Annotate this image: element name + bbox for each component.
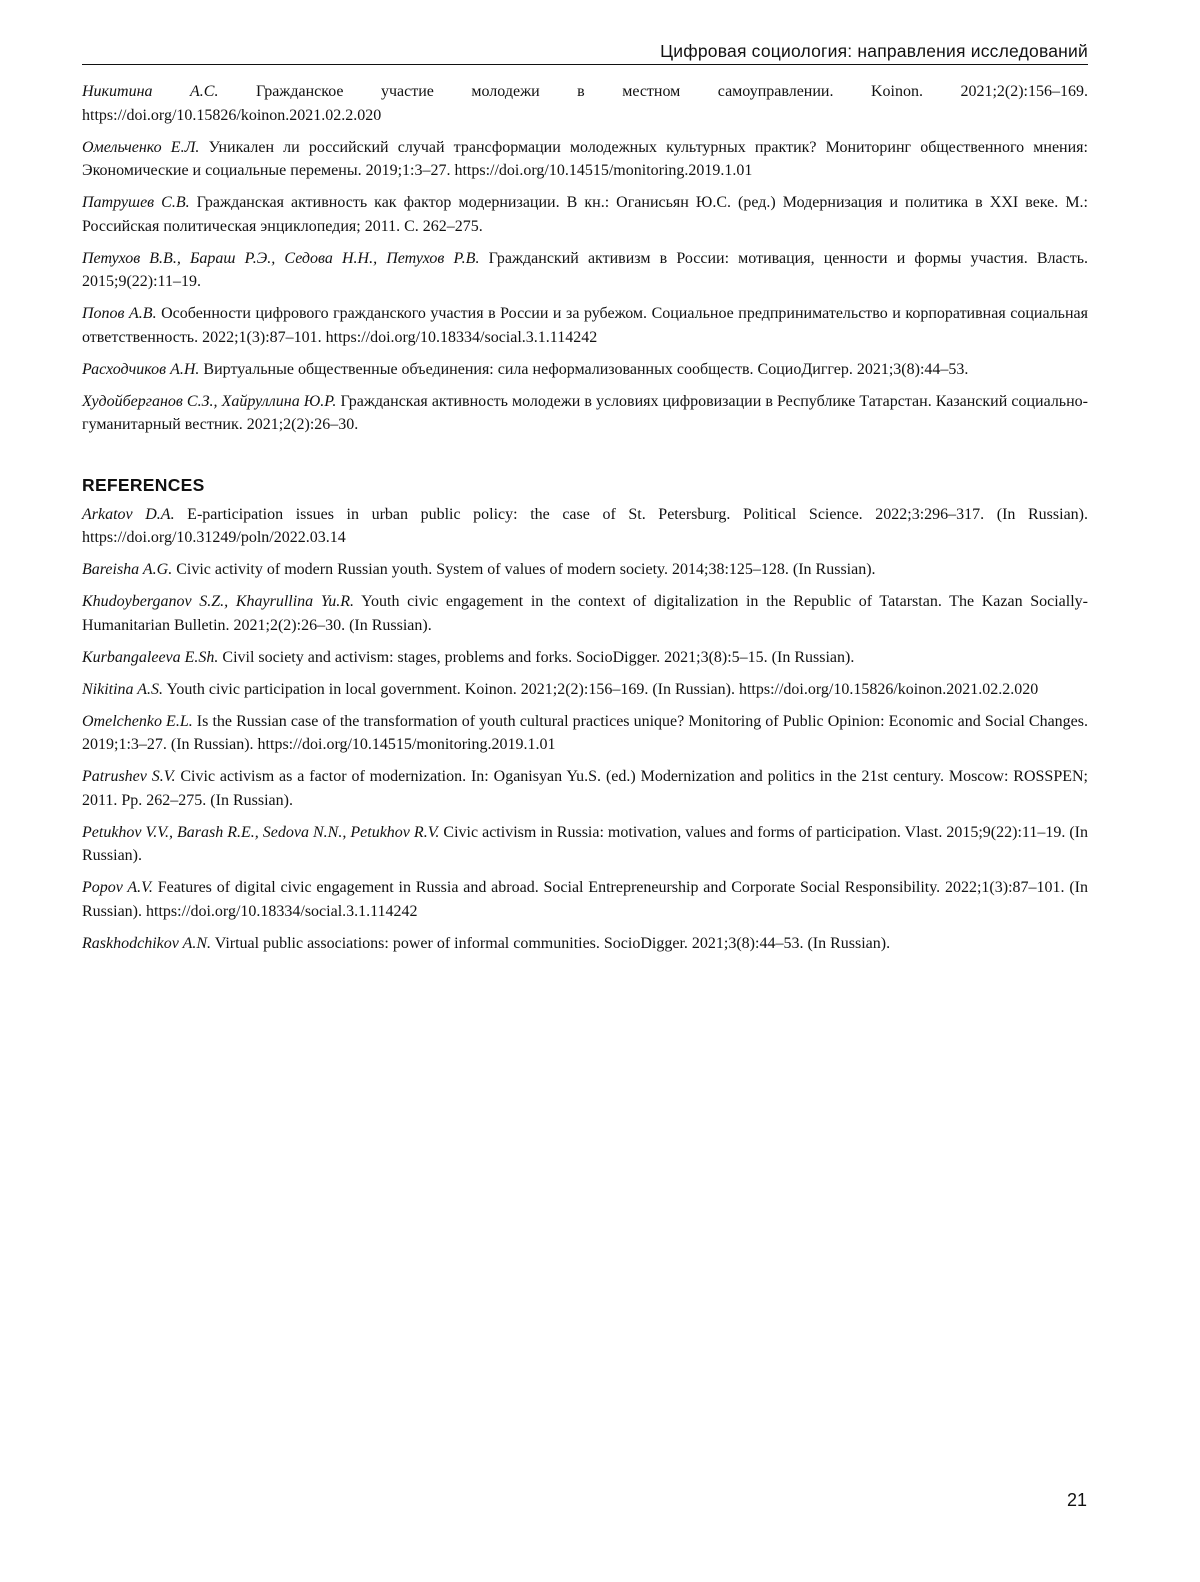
reference-item bbox=[82, 678, 1088, 702]
reference-item bbox=[82, 765, 1088, 812]
reference-item bbox=[82, 932, 1088, 956]
reference-text: Civic activism as a factor of modernization. In: Oganisyan Yu.S. (ed.) Modernization and politics in the 21st century. Moscow: ROSSPEN; 2011. Pp. 262–275. (In Russian). bbox=[82, 768, 1088, 809]
reference-item bbox=[82, 80, 1088, 127]
reference-list-content bbox=[82, 80, 1088, 964]
reference-text: Virtual public associations: power of informal communities. SocioDigger. 2021;3(8):44–53. (In Russian). bbox=[211, 935, 890, 952]
reference-authors: Petukhov V.V., Barash R.E., Sedova N.N., Petukhov R.V. bbox=[82, 824, 439, 841]
reference-item bbox=[82, 558, 1088, 582]
reference-authors: Patrushev S.V. bbox=[82, 768, 175, 785]
reference-authors: Худойберганов С.З., Хайруллина Ю.Р. bbox=[82, 393, 336, 410]
reference-authors: Расходчиков А.Н. bbox=[82, 361, 199, 378]
reference-authors: Никитина А.С. bbox=[82, 83, 218, 100]
reference-item bbox=[82, 590, 1088, 637]
reference-item bbox=[82, 503, 1088, 550]
reference-text: Civil society and activism: stages, problems and forks. SocioDigger. 2021;3(8):5–15. (In Russian). bbox=[218, 649, 854, 666]
reference-item bbox=[82, 247, 1088, 294]
reference-authors: Попов А.В. bbox=[82, 305, 157, 322]
reference-item bbox=[82, 821, 1088, 868]
reference-text: Civic activism in Russia: motivation, values and forms of participation. Vlast. 2015;9(22):11–19. (In Russian). bbox=[82, 824, 1088, 865]
reference-authors: Arkatov D.A. bbox=[82, 506, 175, 523]
reference-item bbox=[82, 358, 1088, 382]
reference-authors: Петухов В.В., Бараш Р.Э., Седова Н.Н., Петухов Р.В. bbox=[82, 250, 479, 267]
reference-item bbox=[82, 302, 1088, 349]
reference-text: Гражданская активность молодежи в условиях цифровизации в Республике Татарстан. Казанский социально-гуманитарный вестник. 2021;2(2):26–30. bbox=[82, 393, 1088, 434]
reference-item bbox=[82, 876, 1088, 923]
reference-authors: Raskhodchikov A.N. bbox=[82, 935, 211, 952]
reference-authors: Nikitina A.S. bbox=[82, 681, 163, 698]
references-heading: REFERENCES bbox=[82, 474, 1088, 496]
reference-authors: Патрушев С.В. bbox=[82, 194, 190, 211]
running-head-title: Цифровая социология: направления исследований bbox=[82, 40, 1088, 65]
english-reference-list bbox=[82, 503, 1088, 956]
reference-text: Is the Russian case of the transformation of youth cultural practices unique? Monitoring of Public Opinion: Economic and Social Changes. 2019;1:3–27. (In Russian). https://doi.org/10.14515/monitoring.2019.1.01 bbox=[82, 713, 1088, 754]
reference-item bbox=[82, 646, 1088, 670]
reference-text: Civic activity of modern Russian youth. System of values of modern society. 2014;38:125–128. (In Russian). bbox=[172, 561, 875, 578]
reference-text: Особенности цифрового гражданского участия в России и за рубежом. Социальное предпринимательство и корпоративная социальная ответственность. 2022;1(3):87–101. https://doi.org/10.18334/social.3.1.114242 bbox=[82, 305, 1088, 346]
reference-text: Youth civic engagement in the context of digitalization in the Republic of Tatarstan. The Kazan Socially-Humanitarian Bulletin. 2021;2(2):26–30. (In Russian). bbox=[82, 593, 1088, 634]
reference-item bbox=[82, 191, 1088, 238]
reference-text: Features of digital civic engagement in Russia and abroad. Social Entrepreneurship and Corporate Social Responsibility. 2022;1(3):87–101. (In Russian). https://doi.org/10.18334/social.3.1.114242 bbox=[82, 879, 1088, 920]
reference-authors: Khudoyberganov S.Z., Khayrullina Yu.R. bbox=[82, 593, 354, 610]
reference-text: Уникален ли российский случай трансформации молодежных культурных практик? Мониторинг общественного мнения: Экономические и социальные перемены. 2019;1:3–27. https://doi.org/10.14515/monitoring.2019.1.01 bbox=[82, 139, 1088, 180]
reference-item bbox=[82, 710, 1088, 757]
reference-text: Виртуальные общественные объединения: сила неформализованных сообществ. СоциоДиггер. 2021;3(8):44–53. bbox=[199, 361, 968, 378]
reference-authors: Omelchenko E.L. bbox=[82, 713, 193, 730]
reference-item bbox=[82, 136, 1088, 183]
reference-text: E-participation issues in urban public policy: the case of St. Petersburg. Political Science. 2022;3:296–317. (In Russian). https://doi.org/10.31249/poln/2022.03.14 bbox=[82, 506, 1088, 547]
reference-authors: Омельченко Е.Л. bbox=[82, 139, 199, 156]
reference-text: Youth civic participation in local government. Koinon. 2021;2(2):156–169. (In Russian). https://doi.org/10.15826/koinon.2021.02.2.020 bbox=[163, 681, 1038, 698]
reference-text: Гражданская активность как фактор модернизации. В кн.: Оганисьян Ю.С. (ред.) Модернизация и политика в XXI веке. М.: Российская политическая энциклопедия; 2011. С. 262–275. bbox=[82, 194, 1088, 235]
reference-text: Гражданское участие молодежи в местном самоуправлении. Koinon. 2021;2(2):156–169. https://doi.org/10.15826/koinon.2021.02.2.020 bbox=[82, 83, 1088, 124]
reference-authors: Bareisha A.G. bbox=[82, 561, 172, 578]
russian-reference-list bbox=[82, 80, 1088, 437]
page-number: 21 bbox=[1067, 1489, 1087, 1511]
reference-text: Гражданский активизм в России: мотивация, ценности и формы участия. Власть. 2015;9(22):11–19. bbox=[82, 250, 1088, 291]
reference-item bbox=[82, 390, 1088, 437]
reference-authors: Popov A.V. bbox=[82, 879, 153, 896]
reference-authors: Kurbangaleeva E.Sh. bbox=[82, 649, 218, 666]
